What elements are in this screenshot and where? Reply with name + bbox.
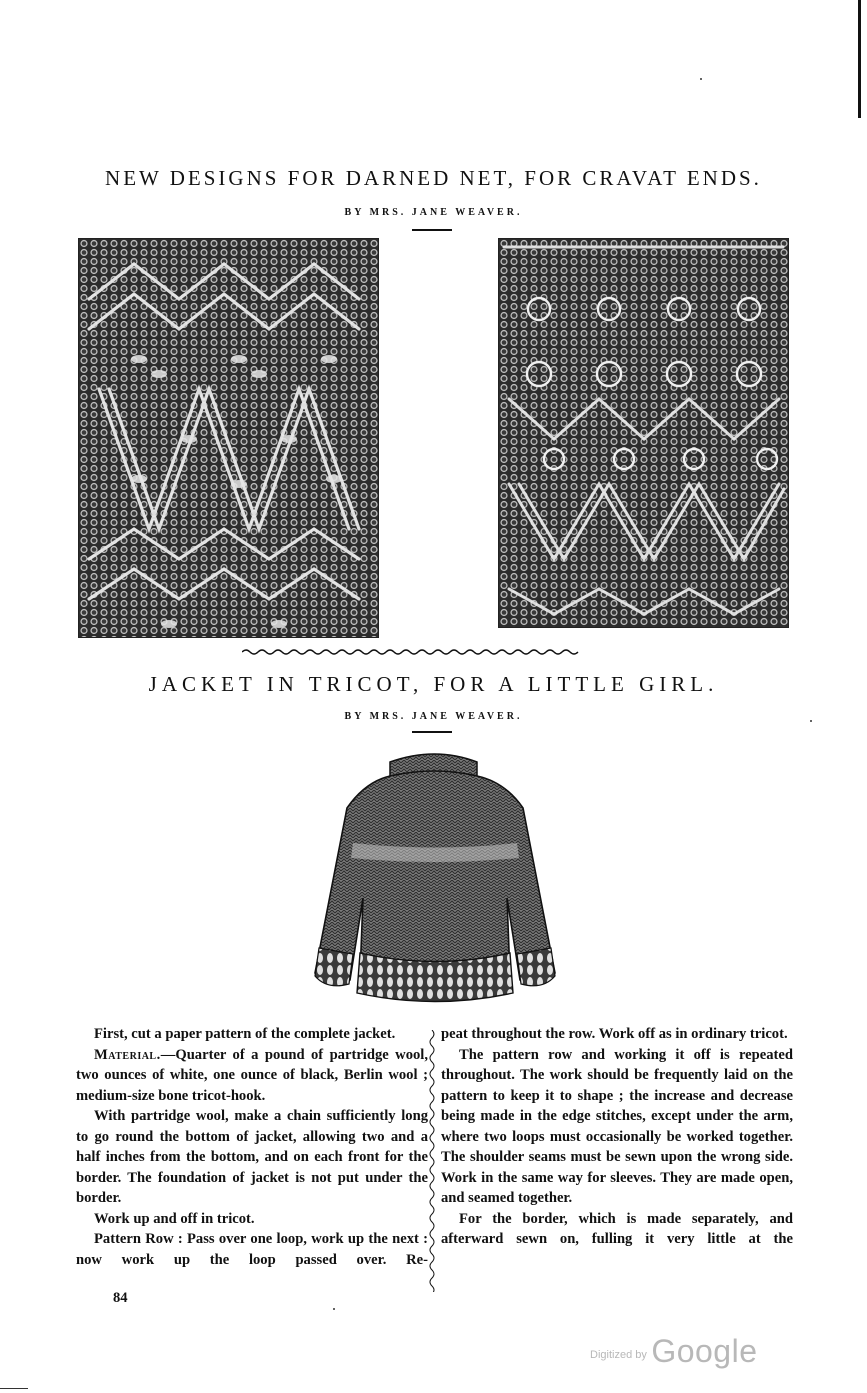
article-byline-darned-net: BY MRS. JANE WEAVER. [344, 207, 523, 218]
paragraph-pattern-row: Pattern Row : Pass over one loop, work up the next : now work up the loop passed over. Re- [76, 1231, 428, 1268]
paragraph-chain: With partridge wool, make a chain sufficiently long to go round the bottom of jacket, allowing two and a half inches from the bottom, and on each front for the border. The foundation of jacket is not put under the border. [76, 1108, 428, 1206]
jacket-illustration [305, 748, 565, 1013]
lace-design-right [498, 238, 789, 628]
paragraph-border: For the border, which is made separately, and afterward sewn on, fulling it very little at the [441, 1210, 793, 1247]
paper-speck [810, 720, 812, 722]
page-number: 84 [113, 1290, 128, 1306]
digitized-prefix: Digitized by [590, 1349, 647, 1361]
material-label: Material. [94, 1046, 161, 1063]
material-text: —Quarter of a pound of partridge wool, two ounces of white, one ounce of black, Berlin wool ; medium-size bone tricot-hook. [76, 1046, 428, 1104]
article-byline-jacket: BY MRS. JANE WEAVER. [344, 711, 523, 722]
section-divider-wave [242, 648, 582, 656]
paragraph-material [76, 1045, 428, 1107]
lace-design-left [78, 238, 379, 638]
lace-design-left-figure [79, 239, 378, 637]
paragraph-work-up: Work up and off in tricot. [94, 1210, 255, 1227]
digitized-watermark [590, 1333, 758, 1370]
page-edge-shadow [858, 0, 861, 118]
article-title-darned-net: NEW DESIGNS FOR DARNED NET, FOR CRAVAT ENDS. [105, 166, 762, 190]
byline-rule-2 [412, 731, 452, 733]
text-column-left [76, 1024, 428, 1270]
text-column-right [441, 1024, 793, 1250]
paragraph-pattern-work: The pattern row and working it off is repeated throughout. The work should be frequently laid on the pattern to keep it to shape ; the increase and decrease being made in the edge stitches, except under the arm, where two loops must occasionally be worked together. The shoulder seams must be sewn upon the wrong side. Work in the same way for sleeves. They are made open, and seamed together. [441, 1046, 793, 1206]
article-title-jacket: JACKET IN TRICOT, FOR A LITTLE GIRL. [148, 672, 719, 696]
paragraph-intro: First, cut a paper pattern of the complete jacket. [94, 1026, 396, 1042]
byline-rule [412, 229, 452, 231]
paper-speck [333, 1308, 335, 1310]
paragraph-repeat: peat throughout the row. Work off as in ordinary tricot. [441, 1026, 788, 1042]
column-divider [426, 1030, 438, 1292]
paper-speck [700, 78, 702, 80]
scan-corner-mark [0, 1388, 28, 1389]
lace-design-right-figure [499, 239, 788, 627]
google-logo: Google [651, 1333, 758, 1369]
